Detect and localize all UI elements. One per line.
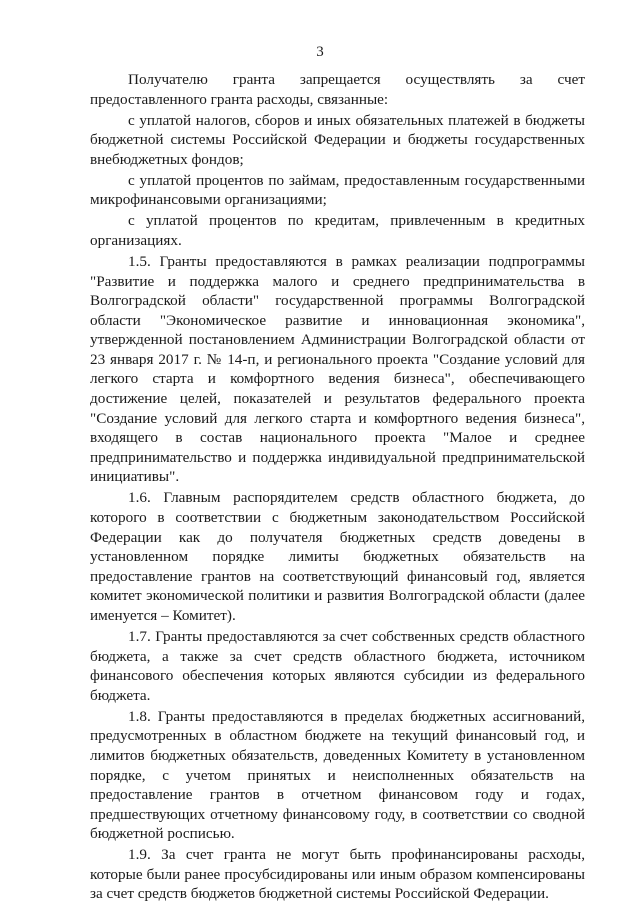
list-item-loans: с уплатой процентов по займам, предоставленным государственными микрофинансовыми организациями;	[90, 171, 585, 209]
list-item-taxes: с уплатой налогов, сборов и иных обязательных платежей в бюджеты бюджетной системы Российской Федерации и бюджеты государственных внебюджетных фондов;	[90, 111, 585, 168]
list-item-credits: с уплатой процентов по кредитам, привлеченным в кредитных организациях.	[90, 212, 585, 249]
document-body	[90, 70, 585, 905]
paragraph-intro: Получателю гранта запрещается осуществлять за счет предоставленного гранта расходы, связанные:	[90, 71, 585, 108]
paragraph-1-7: 1.7. Гранты предоставляются за счет собственных средств областного бюджета, а также за счет средств областного бюджета, источником финансового обеспечения которых являются субсидии из федерального бюджета.	[90, 627, 585, 704]
paragraph-1-5: 1.5. Гранты предоставляются в рамках реализации подпрограммы "Развитие и поддержка малого и среднего предпринимательства в Волгоградской области" государственной программы Волгоградской области "Экономическое развитие и инновационная экономика", утвержденной постановлением Администрации Волгоградской области от 23 января 2017 г. № 14-п, и регионального проекта "Создание условий для легкого старта и комфортного ведения бизнеса", обеспечивающего достижение целей, показателей и результатов федерального проекта "Создание условий для легкого старта и комфортного ведения бизнеса", входящего в состав национального проекта "Малое и среднее предпринимательство и поддержка индивидуальной предпринимательской инициативы".	[90, 252, 585, 486]
page-number: 3	[316, 44, 324, 60]
paragraph-1-8: 1.8. Гранты предоставляются в пределах бюджетных ассигнований, предусмотренных в областном бюджете на текущий финансовый год, и лимитов бюджетных обязательств, доведенных Комитету в установленном порядке, с учетом принятых и неисполненных обязательств на предоставление грантов в отчетном финансовом году и годах, предшествующих отчетному финансовому году, в соответствии со сводной бюджетной росписью.	[90, 707, 585, 843]
paragraph-1-9: 1.9. За счет гранта не могут быть профинансированы расходы, которые были ранее просубсидированы или иным образом компенсированы за счет средств бюджетов бюджетной системы Российской Федерации.	[90, 846, 585, 903]
paragraph-1-6: 1.6. Главным распорядителем средств областного бюджета, до которого в соответствии с бюджетным законодательством Российской Федерации как до получателя бюджетных средств доведены в установленном порядке лимиты бюджетных обязательств на предоставление грантов на соответствующий финансовый год, является комитет экономической политики и развития Волгоградской области (далее именуется – Комитет).	[90, 489, 585, 624]
